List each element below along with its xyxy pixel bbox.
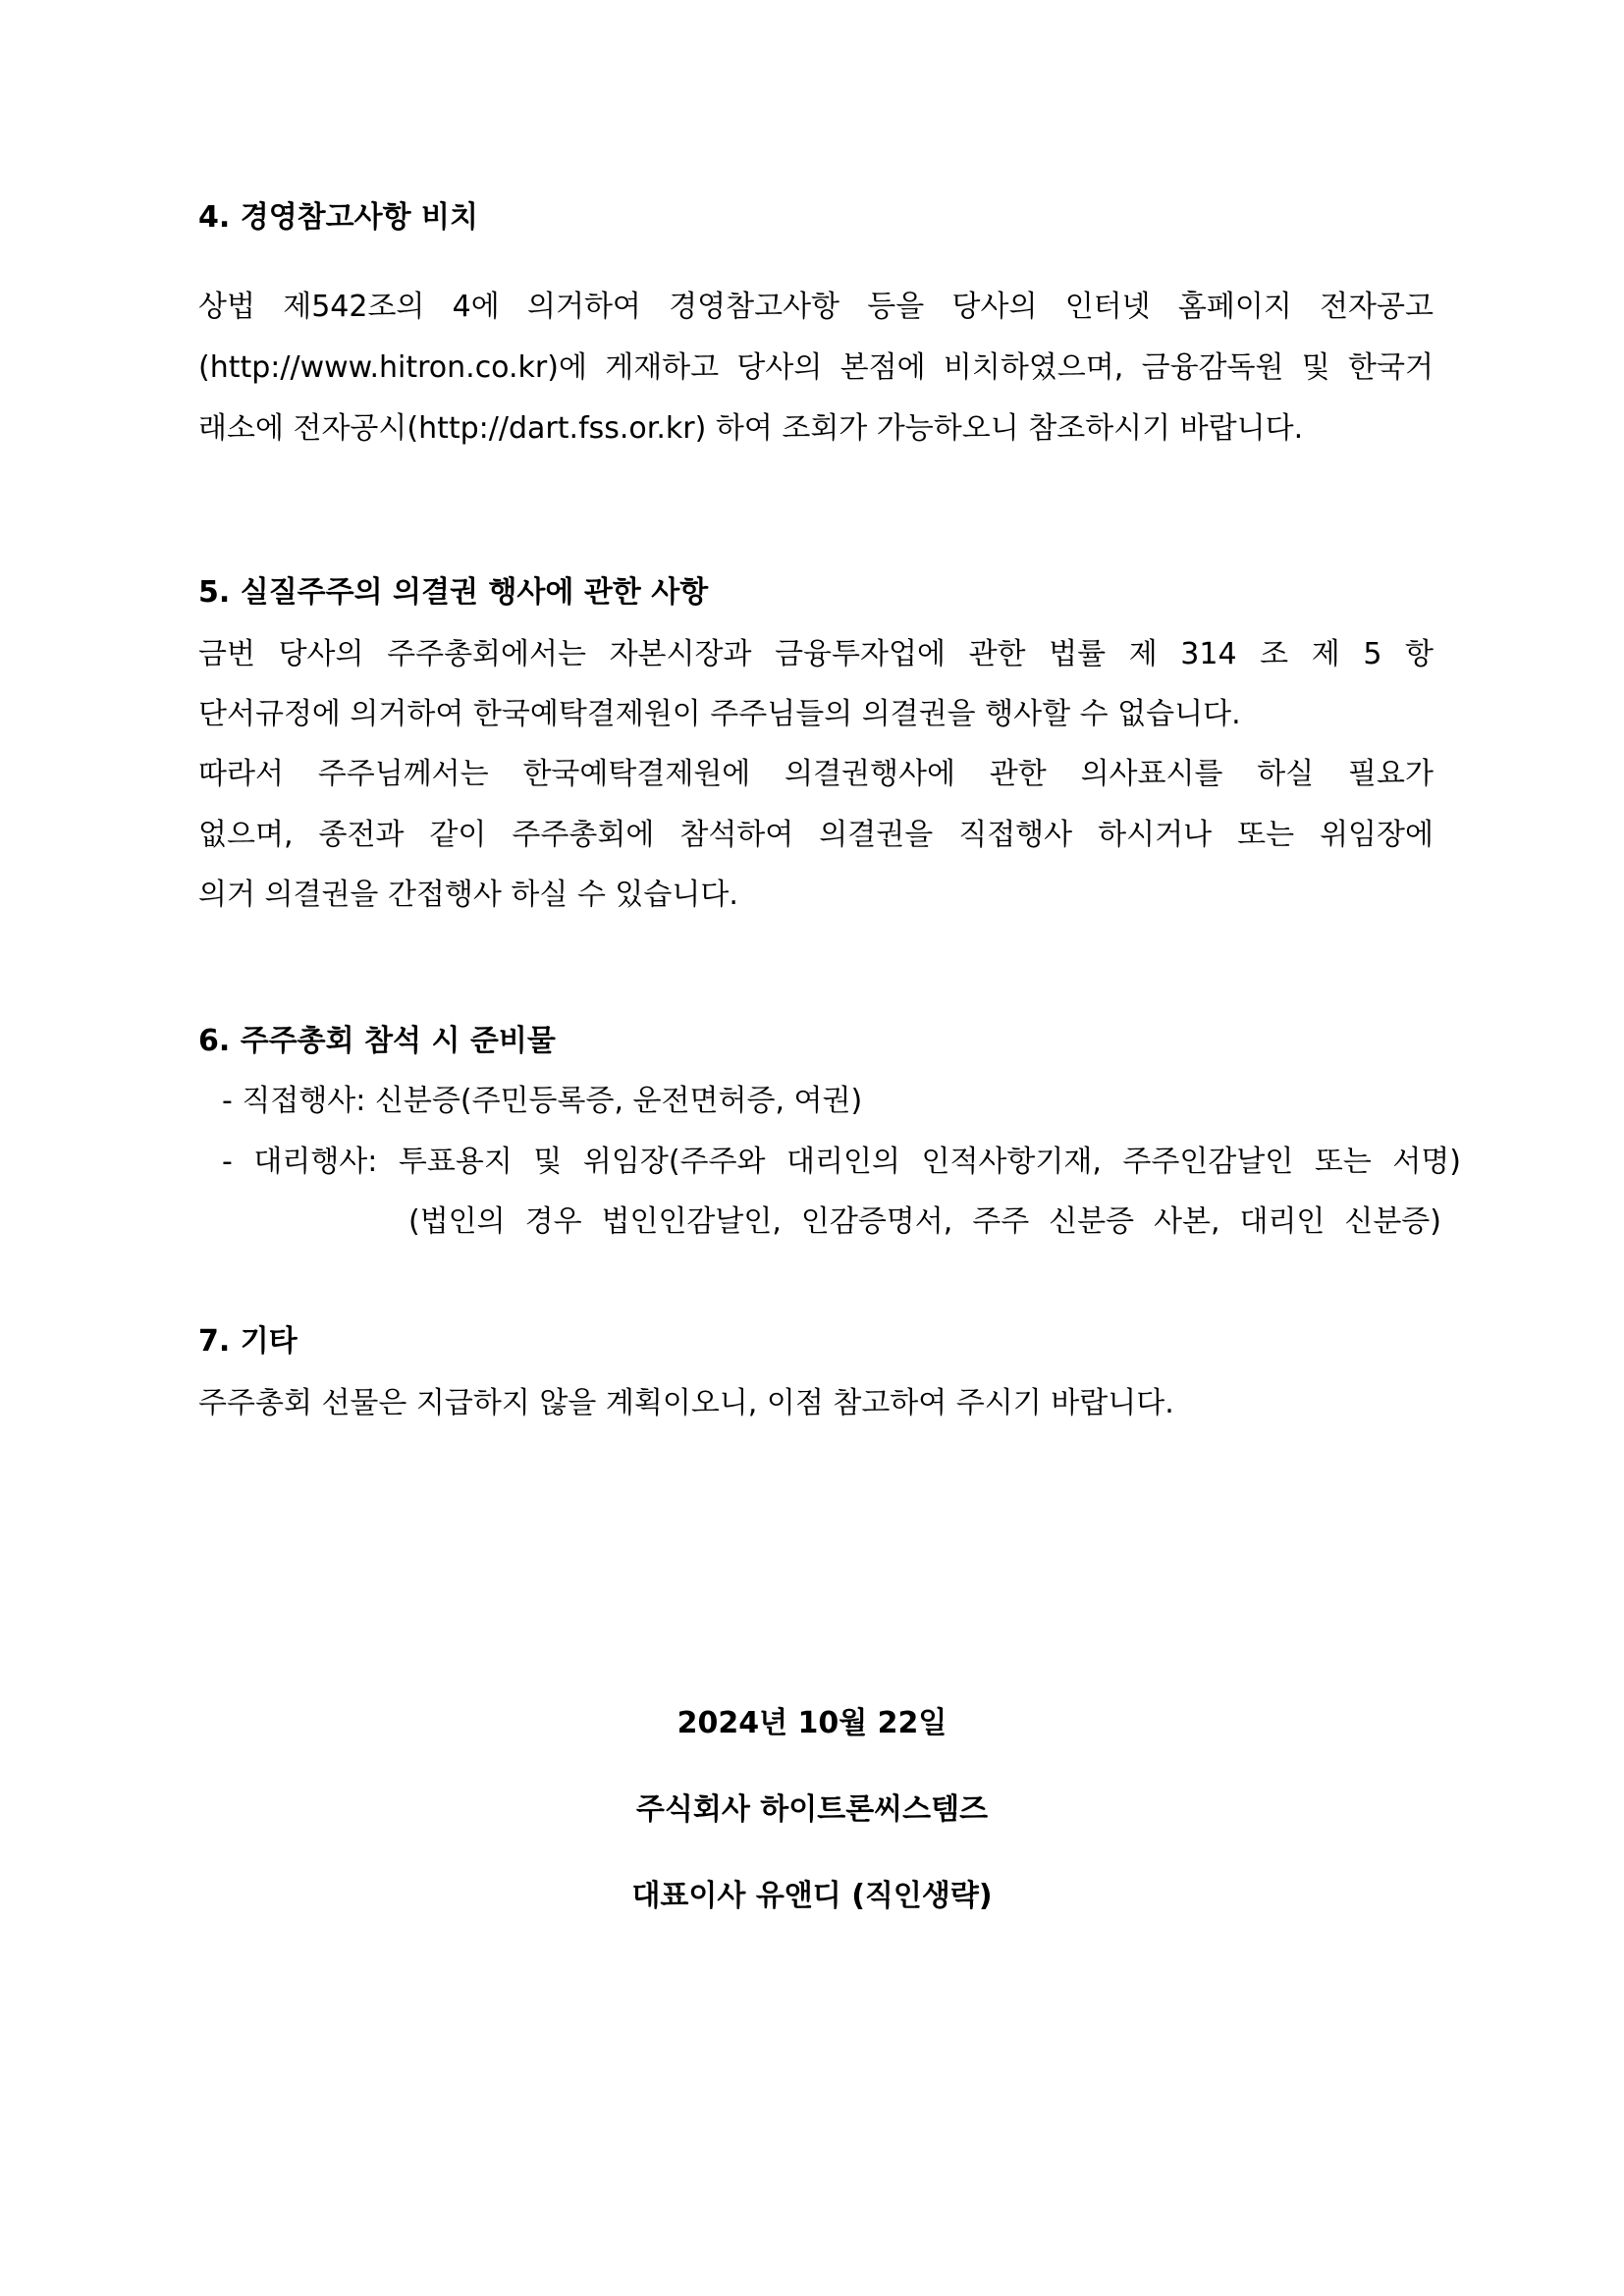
section-4-line-3: 래소에 전자공시(http://dart.fss.or.kr) 하여 조회가 가능하오니 참조하시기 바랍니다. xyxy=(198,411,1304,446)
section-5-line-4: 없으며, 종전과 같이 주주총회에 참석하여 의결권을 직접행사 하시거나 또는 위임장에 xyxy=(198,818,1434,852)
section-5-line-2: 단서규정에 의거하여 한국예탁결제원이 주주님들의 의결권을 행사할 수 없습니다. xyxy=(198,697,1241,731)
section-6-item-direct: - 직접행사: 신분증(주민등록증, 운전면허증, 여권) xyxy=(222,1084,863,1118)
section-5-line-3: 따라서 주주님께서는 한국예탁결제원에 의결권행사에 관한 의사표시를 하실 필요가 xyxy=(198,757,1434,791)
section-6-item-proxy-note: (법인의 경우 법인인감날인, 인감증명서, 주주 신분증 사본, 대리인 신분증) xyxy=(408,1204,1441,1239)
section-7-line-1: 주주총회 선물은 지급하지 않을 계획이오니, 이점 참고하여 주시기 바랍니다. xyxy=(198,1386,1174,1420)
section-5-line-5: 의거 의결권을 간접행사 하실 수 있습니다. xyxy=(198,878,738,912)
section-4-line-1: 상법 제542조의 4에 의거하여 경영참고사항 등을 당사의 인터넷 홈페이지 전자공고 xyxy=(198,290,1434,324)
representative-signature: 대표이사 유앤디 (직인생략) xyxy=(631,1879,993,1913)
company-name: 주식회사 하이트론씨스템즈 xyxy=(635,1792,989,1827)
section-7-heading: 7. 기타 xyxy=(198,1324,298,1359)
section-4-heading: 4. 경영참고사항 비치 xyxy=(198,200,478,235)
section-6-heading: 6. 주주총회 참석 시 준비물 xyxy=(198,1024,556,1058)
section-4-line-2: (http://www.hitron.co.kr)에 게재하고 당사의 본점에 비치하였으며, 금융감독원 및 한국거 xyxy=(198,350,1434,385)
section-6-item-proxy: - 대리행사: 투표용지 및 위임장(주주와 대리인의 인적사항기재, 주주인감날인 또는 서명) xyxy=(222,1145,1461,1179)
section-5-line-1: 금번 당사의 주주총회에서는 자본시장과 금융투자업에 관한 법률 제 314 조 제 5 항 xyxy=(198,637,1434,671)
section-5-heading: 5. 실질주주의 의결권 행사에 관한 사항 xyxy=(198,575,709,610)
document-date: 2024년 10월 22일 xyxy=(677,1706,947,1740)
